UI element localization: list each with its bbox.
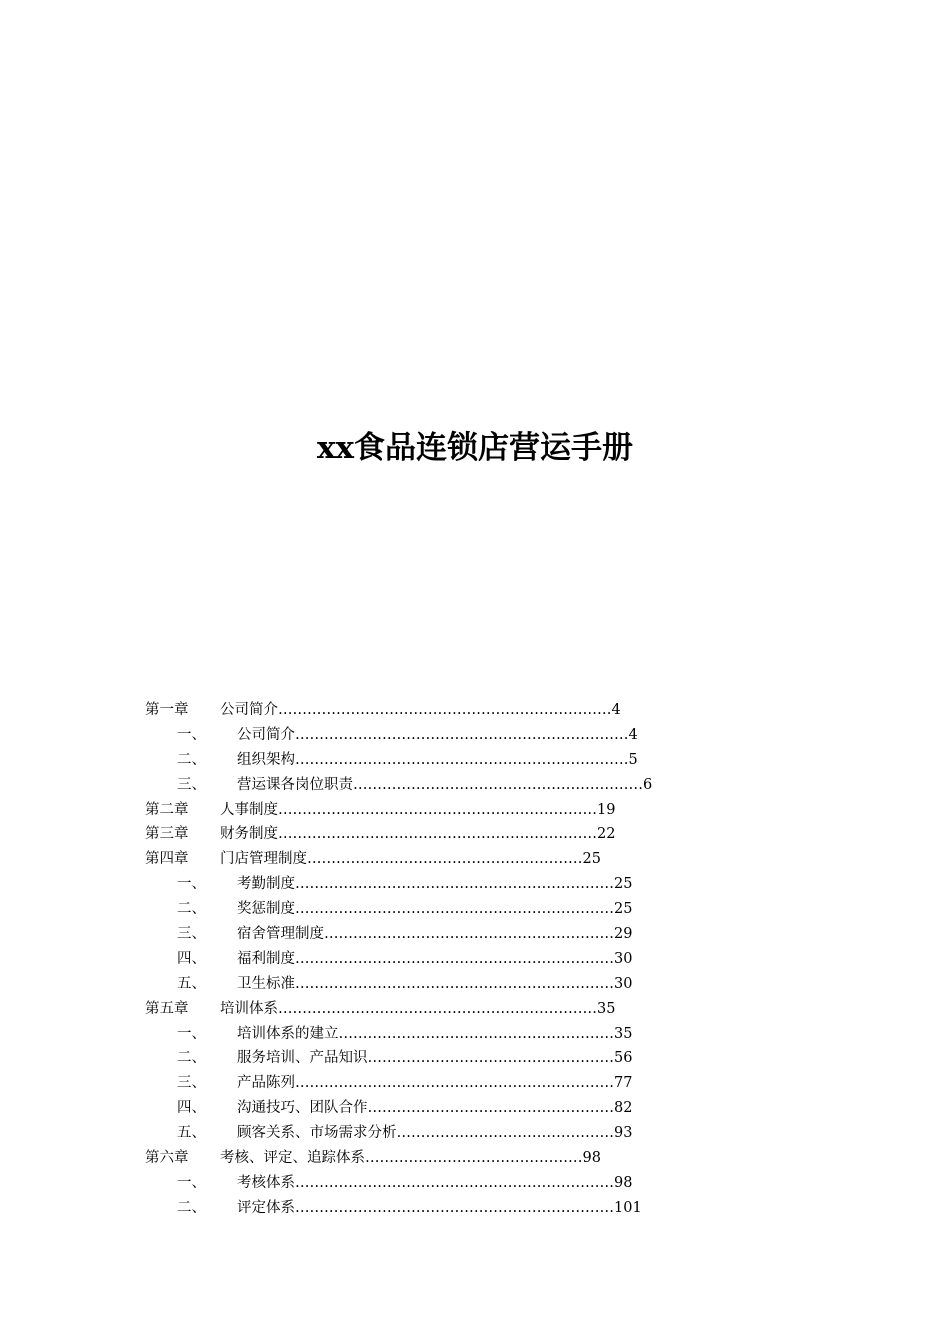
toc-entry-leader-dots: ………………………………………………………… [295, 876, 614, 893]
toc-entry-title: 产品陈列 [237, 1075, 295, 1092]
toc-entry-leader-dots: ………………………………………………………… [295, 1199, 614, 1216]
toc-entry-page-number: 5 [628, 751, 638, 768]
toc-entry-leader-dots: ………………………………………………………… [295, 1075, 614, 1092]
toc-section-entry[interactable] [145, 1196, 705, 1221]
toc-section-entry[interactable] [145, 1046, 705, 1071]
toc-entry-page-number: 25 [582, 851, 601, 868]
toc-entry-title: 培训体系的建立 [237, 1025, 339, 1042]
toc-section-entry[interactable] [145, 1171, 705, 1196]
toc-entry-leader-dots: ………………………………………………………… [278, 826, 597, 843]
toc-entry-number: 二、 [177, 1199, 206, 1216]
toc-entry-title: 财务制度 [220, 826, 278, 843]
toc-entry-number: 四、 [177, 950, 206, 967]
toc-chapter-entry[interactable] [145, 997, 705, 1022]
toc-entry-leader-dots: …………………………………………… [367, 1050, 614, 1067]
toc-entry-number: 二、 [177, 901, 206, 918]
toc-entry-title: 公司简介 [220, 702, 278, 718]
toc-entry-leader-dots: ………………………………………………………… [278, 801, 597, 818]
toc-entry-page-number: 30 [614, 975, 633, 992]
toc-entry-page-number: 35 [614, 1025, 633, 1042]
toc-entry-leader-dots: …………………………………………………… [324, 926, 614, 943]
toc-entry-title: 考核体系 [237, 1174, 295, 1191]
toc-section-entry[interactable] [145, 773, 705, 798]
toc-section-entry[interactable] [145, 972, 705, 997]
toc-section-entry[interactable] [145, 1096, 705, 1121]
toc-entry-page-number: 98 [582, 1150, 601, 1167]
toc-entry-number: 第三章 [145, 826, 189, 843]
toc-entry-title: 培训体系 [220, 1000, 278, 1017]
toc-chapter-entry[interactable] [145, 822, 705, 847]
toc-entry-title: 考勤制度 [237, 876, 295, 893]
toc-section-entry[interactable] [145, 748, 705, 773]
toc-entry-title: 福利制度 [237, 950, 295, 967]
toc-entry-number: 一、 [177, 726, 206, 743]
toc-entry-page-number: 6 [643, 776, 653, 793]
toc-entry-page-number: 77 [614, 1075, 633, 1092]
toc-entry-title: 营运课各岗位职责 [237, 776, 353, 793]
toc-entry-title: 公司简介 [237, 726, 295, 743]
toc-entry-title: 门店管理制度 [220, 851, 307, 868]
toc-entry-number: 四、 [177, 1100, 206, 1117]
toc-entry-leader-dots: …………………………………………………………… [295, 751, 629, 768]
toc-entry-leader-dots: ……………………………………… [396, 1125, 614, 1142]
toc-section-entry[interactable] [145, 723, 705, 748]
toc-entry-leader-dots: …………………………………………………………… [278, 702, 612, 718]
toc-entry-page-number: 4 [628, 726, 638, 743]
toc-section-entry[interactable] [145, 897, 705, 922]
toc-entry-leader-dots: ………………………………………………………… [295, 950, 614, 967]
toc-entry-number: 一、 [177, 876, 206, 893]
toc-entry-leader-dots: …………………………………………… [367, 1100, 614, 1117]
toc-entry-page-number: 19 [597, 801, 616, 818]
toc-entry-leader-dots: ……………………………………… [365, 1150, 583, 1167]
toc-entry-leader-dots: ………………………………………………………… [295, 1174, 614, 1191]
toc-section-entry[interactable] [145, 872, 705, 897]
toc-section-entry[interactable] [145, 922, 705, 947]
table-of-contents [145, 698, 705, 1221]
toc-entry-leader-dots: …………………………………………………… [353, 776, 643, 793]
document-title: xx食品连锁店营运手册 [317, 430, 633, 466]
toc-entry-title: 卫生标准 [237, 975, 295, 992]
toc-entry-page-number: 4 [611, 702, 621, 718]
toc-entry-number: 三、 [177, 926, 206, 943]
toc-entry-title: 考核、评定、追踪体系 [220, 1150, 365, 1167]
toc-entry-leader-dots: ………………………………………………………… [278, 1000, 597, 1017]
toc-chapter-entry[interactable] [145, 847, 705, 872]
toc-entry-page-number: 98 [614, 1174, 633, 1191]
toc-entry-page-number: 82 [614, 1100, 633, 1117]
toc-entry-number: 三、 [177, 776, 206, 793]
toc-entry-leader-dots: ………………………………………………… [307, 851, 583, 868]
toc-entry-page-number: 35 [597, 1000, 616, 1017]
toc-entry-title: 宿舍管理制度 [237, 926, 324, 943]
toc-entry-number: 五、 [177, 975, 206, 992]
toc-entry-title: 沟通技巧、团队合作 [237, 1100, 368, 1117]
toc-entry-leader-dots: ………………………………………………… [338, 1025, 614, 1042]
toc-entry-number: 三、 [177, 1075, 206, 1092]
toc-entry-number: 二、 [177, 1050, 206, 1067]
toc-entry-number: 第五章 [145, 1000, 189, 1017]
toc-entry-title: 评定体系 [237, 1199, 295, 1216]
toc-entry-number: 第一章 [145, 702, 189, 718]
toc-chapter-entry[interactable] [145, 798, 705, 823]
toc-entry-number: 五、 [177, 1125, 206, 1142]
toc-entry-title: 组织架构 [237, 751, 295, 768]
toc-entry-title: 人事制度 [220, 801, 278, 818]
toc-entry-leader-dots: …………………………………………………………… [295, 726, 629, 743]
toc-entry-page-number: 93 [614, 1125, 633, 1142]
toc-section-entry[interactable] [145, 1022, 705, 1047]
toc-entry-number: 第六章 [145, 1150, 189, 1167]
toc-entry-page-number: 29 [614, 926, 633, 943]
toc-chapter-entry[interactable] [145, 698, 705, 723]
toc-entry-number: 一、 [177, 1025, 206, 1042]
toc-entry-leader-dots: ………………………………………………………… [295, 975, 614, 992]
toc-section-entry[interactable] [145, 947, 705, 972]
toc-entry-page-number: 22 [597, 826, 616, 843]
toc-entry-title: 奖惩制度 [237, 901, 295, 918]
toc-entry-title: 顾客关系、市场需求分析 [237, 1125, 397, 1142]
toc-entry-number: 第二章 [145, 801, 189, 818]
toc-entry-page-number: 25 [614, 876, 633, 893]
toc-section-entry[interactable] [145, 1071, 705, 1096]
toc-entry-page-number: 56 [614, 1050, 633, 1067]
toc-entry-title: 服务培训、产品知识 [237, 1050, 368, 1067]
toc-entry-leader-dots: ………………………………………………………… [295, 901, 614, 918]
toc-section-entry[interactable] [145, 1121, 705, 1146]
toc-entry-page-number: 101 [614, 1199, 642, 1216]
toc-entry-number: 二、 [177, 751, 206, 768]
toc-entry-page-number: 25 [614, 901, 633, 918]
toc-entry-number: 第四章 [145, 851, 189, 868]
toc-chapter-entry[interactable] [145, 1146, 705, 1171]
toc-entry-page-number: 30 [614, 950, 633, 967]
toc-entry-number: 一、 [177, 1174, 206, 1191]
